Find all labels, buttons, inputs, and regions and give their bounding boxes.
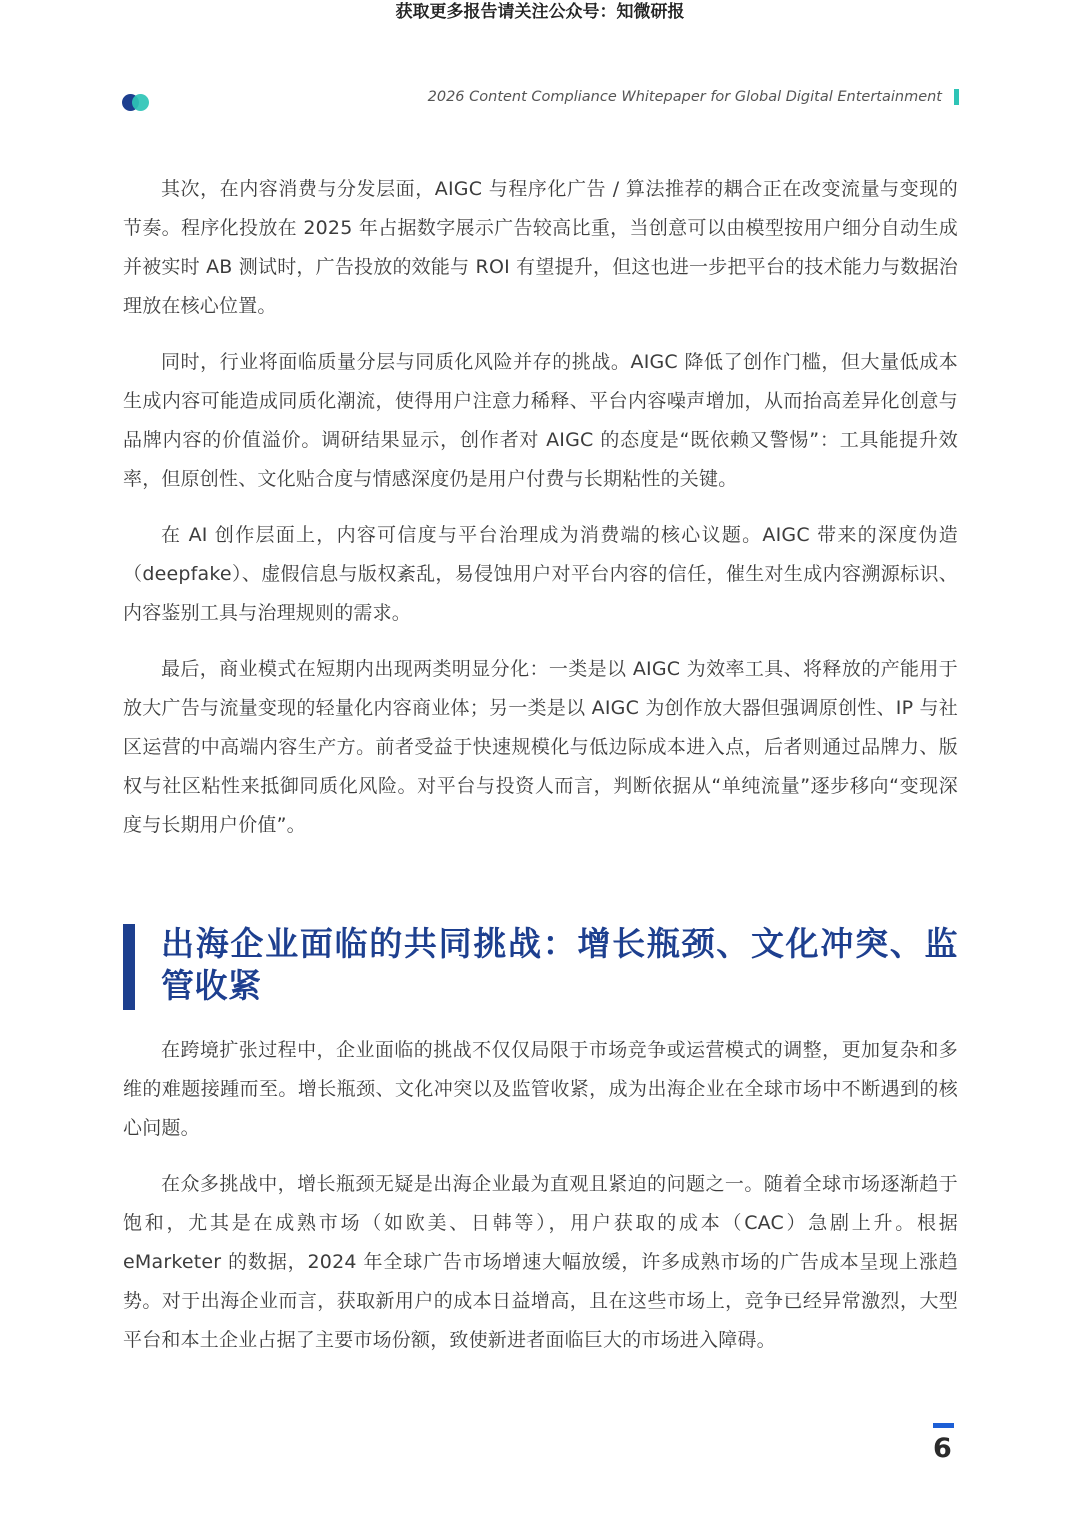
page-number: 6 (933, 1433, 952, 1464)
document-header-title: 2026 Content Compliance Whitepaper for Global Digital Entertainment (427, 89, 942, 105)
section-title: 出海企业面临的共同挑战：增长瓶颈、文化冲突、监管收紧 (161, 924, 958, 1005)
page-number-accent-bar (933, 1423, 954, 1428)
body-paragraph: 其次，在内容消费与分发层面，AIGC 与程序化广告 / 算法推荐的耦合正在改变流量与变现的节奏。程序化投放在 2025 年占据数字展示广告较高比重，当创意可以由模型按用户细分自动生成并被实时 AB 测试时，广告投放的效能与 ROI 有望提升，但这也进一步把平台的技术能力与数据治理放在核心位置。 (123, 178, 958, 317)
page-content (123, 170, 958, 1377)
body-paragraph: 同时，行业将面临质量分层与同质化风险并存的挑战。AIGC 降低了创作门槛，但大量低成本生成内容可能造成同质化潮流，使得用户注意力稀释、平台内容噪声增加，从而抬高差异化创意与品牌内容的价值溢价。调研结果显示，创作者对 AIGC 的态度是“既依赖又警惕”：工具能提升效率，但原创性、文化贴合度与情感深度仍是用户付费与长期粘性的关键。 (123, 351, 958, 490)
top-banner: 获取更多报告请关注公众号：知微研报 (395, 2, 685, 22)
body-paragraph: 在 AI 创作层面上，内容可信度与平台治理成为消费端的核心议题。AIGC 带来的深度伪造（deepfake）、虚假信息与版权紊乱，易侵蚀用户对平台内容的信任，催生对生成内容溯源标识、内容鉴别工具与治理规则的需求。 (123, 524, 958, 624)
section-heading-accent-bar (123, 924, 135, 1010)
logo-icon (122, 94, 152, 112)
section-paragraph: 在众多挑战中，增长瓶颈无疑是出海企业最为直观且紧迫的问题之一。随着全球市场逐渐趋于饱和，尤其是在成熟市场（如欧美、日韩等），用户获取的成本（CAC）急剧上升。根据 eMarketer 的数据，2024 年全球广告市场增速大幅放缓，许多成熟市场的广告成本呈现上涨趋势。对于出海企业而言，获取新用户的成本日益增高，且在这些市场上，竞争已经异常激烈，大型平台和本土企业占据了主要市场份额，致使新进者面临巨大的市场进入障碍。 (123, 1173, 958, 1351)
header-accent-bar (954, 89, 959, 105)
section-heading (123, 923, 958, 1009)
logo-dot-teal (132, 94, 149, 111)
body-paragraph: 最后，商业模式在短期内出现两类明显分化：一类是以 AIGC 为效率工具、将释放的产能用于放大广告与流量变现的轻量化内容商业体；另一类是以 AIGC 为创作放大器但强调原创性、IP 与社区运营的中高端内容生产方。前者受益于快速规模化与低边际成本进入点，后者则通过品牌力、版权与社区粘性来抵御同质化风险。对平台与投资人而言，判断依据从“单纯流量”逐步移向“变现深度与长期用户价值”。 (123, 658, 958, 836)
section-paragraph: 在跨境扩张过程中，企业面临的挑战不仅仅局限于市场竞争或运营模式的调整，更加复杂和多维的难题接踵而至。增长瓶颈、文化冲突以及监管收紧，成为出海企业在全球市场中不断遇到的核心问题。 (123, 1039, 958, 1139)
